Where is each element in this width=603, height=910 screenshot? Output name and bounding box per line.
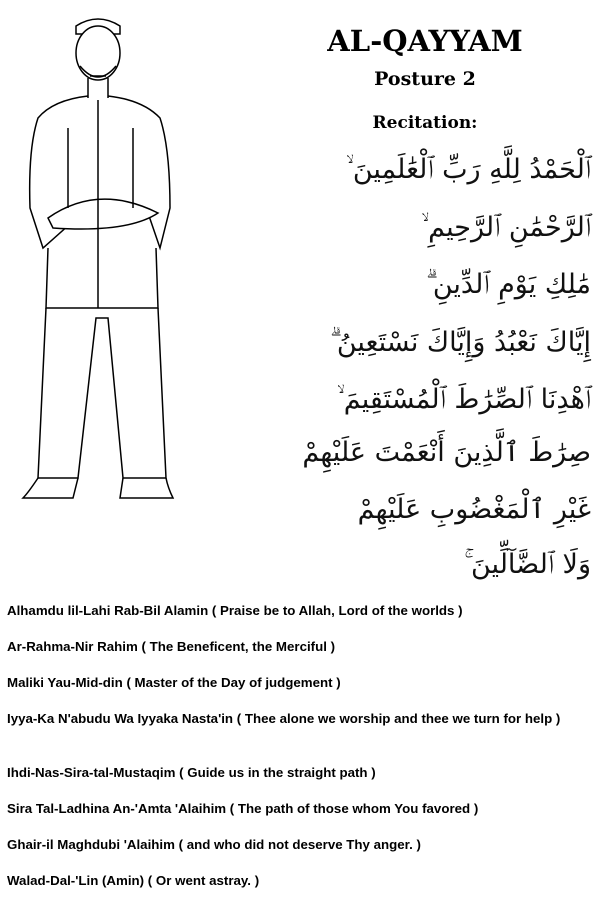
arabic-verse: ٱهْدِنَا ٱلصِّرَٰطَ ٱلْمُسْتَقِيمَ ۙ <box>337 384 591 415</box>
standing-man-illustration <box>8 8 188 508</box>
translation-line: Sira Tal-Ladhina An-'Amta 'Alaihim ( The path of those whom You favored ) <box>7 801 479 816</box>
translation-line: Maliki Yau-Mid-din ( Master of the Day of judgement ) <box>7 675 341 690</box>
translation-line: Ghair-il Maghdubi 'Alaihim ( and who did not deserve Thy anger. ) <box>7 837 421 852</box>
translation-line: Alhamdu lil-Lahi Rab-Bil Alamin ( Praise be to Allah, Lord of the worlds ) <box>7 603 463 618</box>
arabic-verse: غَيْرِ ٱلْمَغْضُوبِ عَلَيْهِمْ <box>357 494 591 525</box>
recitation-label: Recitation: <box>372 113 478 133</box>
arabic-verse: إِيَّاكَ نَعْبُدُ وَإِيَّاكَ نَسْتَعِينُ ۗ <box>330 327 591 358</box>
arabic-verse: صِرَٰطَ ٱلَّذِينَ أَنْعَمْتَ عَلَيْهِمْ <box>302 437 591 468</box>
arabic-verse: مَٰلِكِ يَوْمِ ٱلدِّينِ ۗ <box>426 269 591 300</box>
translation-line: Ar-Rahma-Nir Rahim ( The Beneficent, the Merciful ) <box>7 639 336 654</box>
translation-line: Iyya-Ka N'abudu Wa Iyyaka Nasta'in ( Thee alone we worship and thee we turn for help ) <box>7 711 561 726</box>
arabic-verse: ٱلْحَمْدُ لِلَّهِ رَبِّ ٱلْعَٰلَمِينَ ۙ <box>346 154 591 185</box>
arabic-verse: وَلَا ٱلضَّآلِّينَ ۚ <box>464 549 591 580</box>
translation-line: Walad-Dal-'Lin (Amin) ( Or went astray. ) <box>7 873 260 888</box>
page-title: AL-QAYYAM <box>327 24 523 58</box>
arabic-verse: ٱلرَّحْمَٰنِ ٱلرَّحِيمِ ۙ <box>421 212 591 243</box>
posture-subtitle: Posture 2 <box>374 68 476 90</box>
translation-line: Ihdi-Nas-Sira-tal-Mustaqim ( Guide us in the straight path ) <box>7 765 376 780</box>
